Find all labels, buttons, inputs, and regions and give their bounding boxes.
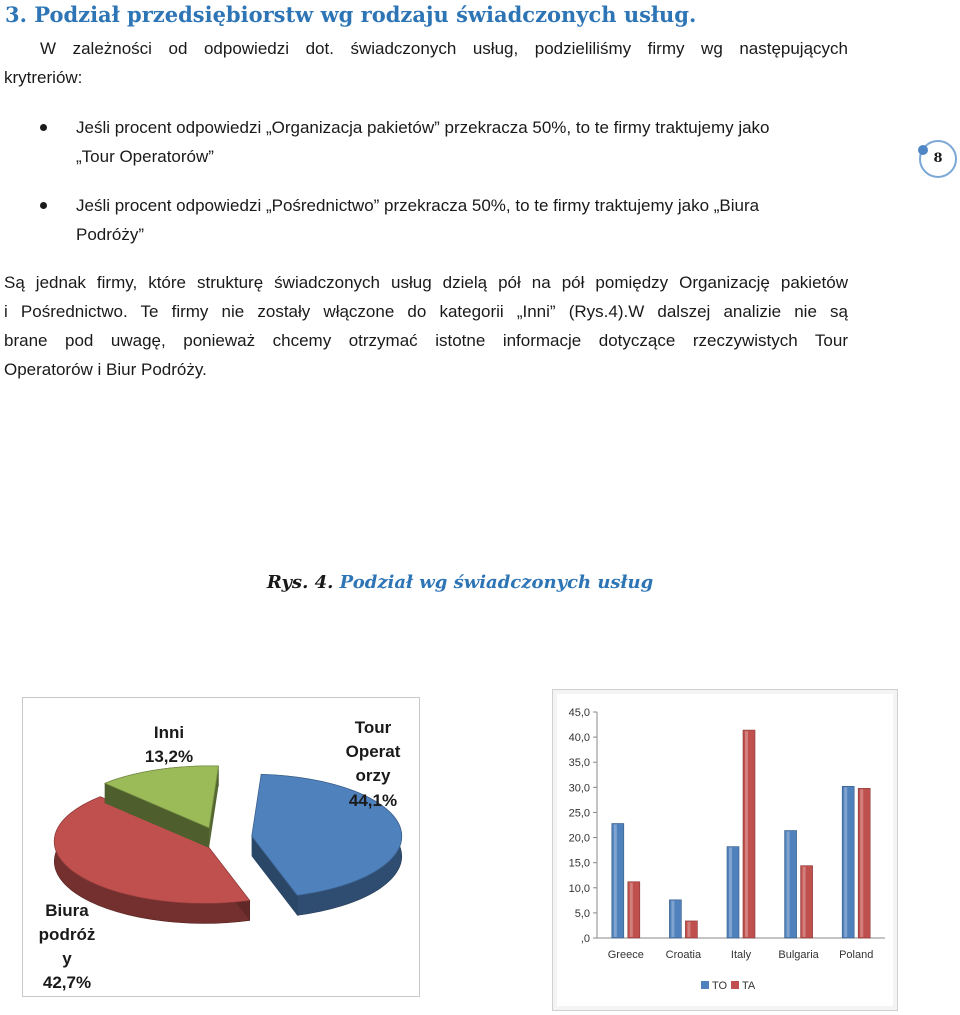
pie-slice-label: Operat (345, 742, 401, 761)
pie-slice-label: Biura (45, 901, 89, 920)
legend-swatch (701, 981, 709, 989)
bar-highlight (614, 824, 617, 937)
y-tick-label: 25,0 (568, 807, 590, 820)
bar-highlight (687, 922, 690, 937)
bar-to (727, 847, 739, 938)
x-category-label: Italy (730, 949, 752, 961)
bar-highlight (844, 787, 847, 937)
bar-highlight (729, 848, 732, 937)
body-paragraph (4, 268, 848, 384)
y-tick-label: 20,0 (568, 832, 590, 845)
legend-label: TO (712, 980, 728, 992)
paragraph-line: brane pod uwagę, ponieważ chcemy otrzymać istotne informacje dotyczące rzeczywistych Tour (4, 331, 848, 350)
x-category-label: Bulgaria (778, 949, 819, 961)
bullet-dot-icon (40, 202, 47, 209)
y-tick-label: 30,0 (568, 782, 590, 795)
caption-title: Podział wg świadczonych usług (339, 572, 654, 593)
paragraph-line: Są jednak firmy, które strukturę świadczonych usług dzielą pół na pół pomiędzy Organizację pakietów (4, 273, 848, 292)
caption-label: Rys. 4. (266, 572, 334, 593)
pie-slice-label: Inni (153, 723, 185, 742)
bar-highlight (671, 901, 674, 937)
bar-to (842, 786, 854, 938)
bullet-text-line: „Tour Operatorów” (76, 147, 214, 166)
y-tick-label: 5,0 (574, 907, 590, 920)
bar-ta (801, 866, 813, 938)
page-number: 8 (933, 151, 943, 166)
pie-slice-label: orzy (355, 766, 391, 785)
y-tick-label: ,0 (580, 933, 590, 945)
y-tick-label: 10,0 (568, 882, 590, 895)
pie-slice-value: 44,1% (348, 791, 398, 810)
bar-ta (858, 788, 870, 938)
intro-line-1: W zależności od odpowiedzi dot. świadczonych usług, podzieliliśmy firmy wg następujących (40, 39, 848, 58)
pie-chart-frame (22, 697, 420, 997)
y-tick-label: 15,0 (568, 857, 590, 870)
pie-slice-label: Tour (354, 718, 392, 737)
y-tick-label: 35,0 (568, 757, 590, 770)
bar-highlight (745, 731, 748, 937)
paragraph-line: Operatorów i Biur Podróży. (4, 360, 207, 379)
bar-to (612, 823, 624, 938)
page-number-badge (919, 140, 957, 178)
bar-highlight (630, 883, 633, 937)
bar-to (669, 900, 681, 938)
bullet-text-line: Jeśli procent odpowiedzi „Pośrednictwo” przekracza 50%, to te firmy traktujemy jako „Biura (76, 196, 760, 215)
bullet-text-line: Jeśli procent odpowiedzi „Organizacja pakietów” przekracza 50%, to te firmy traktujemy jako (76, 118, 770, 137)
x-category-label: Greece (607, 949, 644, 961)
pie-slice-value: 42,7% (42, 973, 92, 992)
bullet-text-line: Podróży” (76, 225, 145, 244)
legend-swatch (731, 981, 739, 989)
bar-highlight (787, 832, 790, 937)
legend-label: TA (742, 980, 756, 992)
paragraph-line: i Pośrednictwo. Te firmy nie zostały włączone do kategorii „Inni” (Rys.4).W dalszej analizie nie są (4, 302, 848, 321)
bar-chart-frame (553, 690, 897, 1010)
bar-to (785, 831, 797, 938)
intro-line-2: krytreriów: (4, 68, 83, 87)
bar-ta (743, 730, 755, 938)
bar-ta (685, 921, 697, 938)
x-category-label: Croatia (665, 949, 702, 961)
section-heading: 3. Podział przedsiębiorstw wg rodzaju świadczonych usług. (5, 2, 697, 27)
bar-chart (553, 690, 897, 1010)
y-tick-label: 45,0 (568, 707, 590, 719)
pie-slice-label: y (62, 949, 72, 968)
figure-caption (0, 572, 920, 593)
bullet-dot-icon (40, 124, 47, 131)
pie-slice-value: 13,2% (144, 747, 194, 766)
y-tick-label: 40,0 (568, 732, 590, 745)
x-category-label: Poland (839, 949, 874, 961)
bar-highlight (803, 867, 806, 937)
bar-highlight (860, 789, 863, 937)
pie-chart (23, 698, 419, 996)
bar-ta (628, 882, 640, 938)
pie-slice-label: podróż (38, 925, 96, 944)
